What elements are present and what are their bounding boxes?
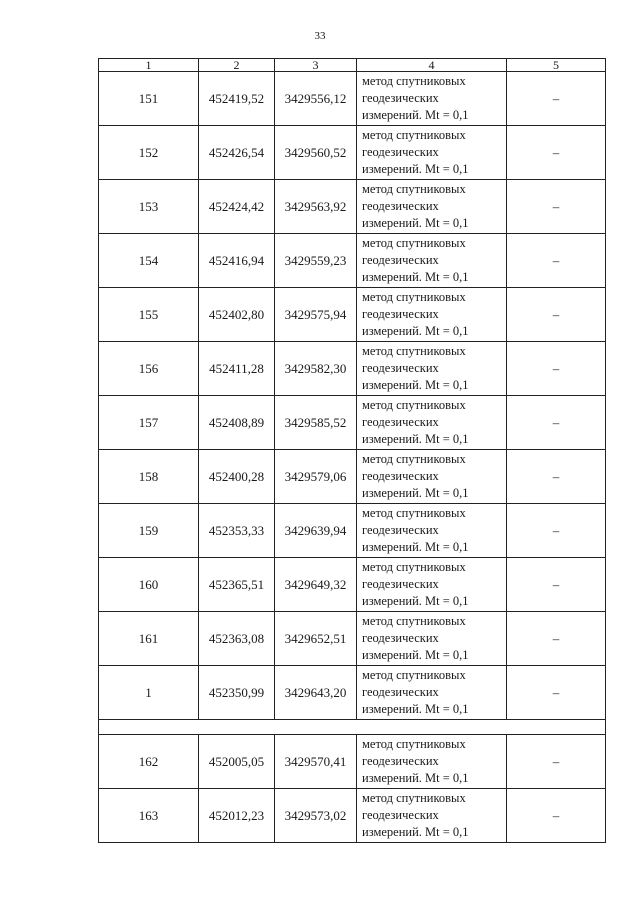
y-coordinate-cell: 3429643,20 xyxy=(275,666,357,720)
column-5-cell: – xyxy=(507,72,606,126)
table-row xyxy=(99,72,606,126)
x-coordinate-cell: 452400,28 xyxy=(199,450,275,504)
column-5-cell: – xyxy=(507,735,606,789)
y-coordinate-cell: 3429575,94 xyxy=(275,288,357,342)
table-row xyxy=(99,666,606,720)
y-coordinate-cell: 3429639,94 xyxy=(275,504,357,558)
method-cell xyxy=(357,735,507,789)
method-cell xyxy=(357,72,507,126)
method-cell xyxy=(357,789,507,843)
method-text-line: измерений. Mt = 0,1 xyxy=(362,162,469,176)
method-text-line: измерений. Mt = 0,1 xyxy=(362,216,469,230)
table-row xyxy=(99,789,606,843)
method-text-line: геодезических xyxy=(362,253,439,267)
table-row xyxy=(99,735,606,789)
method-text-line: измерений. Mt = 0,1 xyxy=(362,432,469,446)
table-header-row xyxy=(99,59,606,72)
point-number-cell: 156 xyxy=(99,342,199,396)
group-separator-row xyxy=(99,720,606,735)
method-text-line: измерений. Mt = 0,1 xyxy=(362,378,469,392)
column-5-cell: – xyxy=(507,504,606,558)
method-text-line: геодезических xyxy=(362,361,439,375)
point-number-cell: 157 xyxy=(99,396,199,450)
point-number-cell: 154 xyxy=(99,234,199,288)
method-text-line: метод спутниковых xyxy=(362,398,466,412)
y-coordinate-cell: 3429563,92 xyxy=(275,180,357,234)
y-coordinate-cell: 3429652,51 xyxy=(275,612,357,666)
method-text-line: метод спутниковых xyxy=(362,614,466,628)
method-cell xyxy=(357,234,507,288)
y-coordinate-cell: 3429570,41 xyxy=(275,735,357,789)
column-header-5: 5 xyxy=(507,59,606,72)
table-row xyxy=(99,558,606,612)
method-text-line: метод спутниковых xyxy=(362,128,466,142)
method-text-line: геодезических xyxy=(362,577,439,591)
y-coordinate-cell: 3429560,52 xyxy=(275,126,357,180)
method-cell xyxy=(357,126,507,180)
method-cell xyxy=(357,342,507,396)
x-coordinate-cell: 452408,89 xyxy=(199,396,275,450)
method-cell xyxy=(357,180,507,234)
column-5-cell: – xyxy=(507,612,606,666)
method-text-line: метод спутниковых xyxy=(362,344,466,358)
method-cell xyxy=(357,612,507,666)
table-row xyxy=(99,342,606,396)
x-coordinate-cell: 452365,51 xyxy=(199,558,275,612)
method-text-line: измерений. Mt = 0,1 xyxy=(362,108,469,122)
y-coordinate-cell: 3429573,02 xyxy=(275,789,357,843)
column-5-cell: – xyxy=(507,396,606,450)
method-cell xyxy=(357,288,507,342)
method-cell xyxy=(357,666,507,720)
method-text-line: измерений. Mt = 0,1 xyxy=(362,324,469,338)
column-5-cell: – xyxy=(507,180,606,234)
method-text-line: геодезических xyxy=(362,145,439,159)
table-row xyxy=(99,450,606,504)
point-number-cell: 153 xyxy=(99,180,199,234)
group-separator-cell xyxy=(99,720,606,735)
coordinates-table xyxy=(98,58,606,843)
point-number-cell: 162 xyxy=(99,735,199,789)
column-header-2: 2 xyxy=(199,59,275,72)
method-cell xyxy=(357,396,507,450)
x-coordinate-cell: 452363,08 xyxy=(199,612,275,666)
x-coordinate-cell: 452005,05 xyxy=(199,735,275,789)
page-number: 33 xyxy=(314,30,326,42)
point-number-cell: 155 xyxy=(99,288,199,342)
y-coordinate-cell: 3429649,32 xyxy=(275,558,357,612)
method-text-line: геодезических xyxy=(362,754,439,768)
method-text-line: измерений. Mt = 0,1 xyxy=(362,771,469,785)
table-row xyxy=(99,612,606,666)
y-coordinate-cell: 3429556,12 xyxy=(275,72,357,126)
x-coordinate-cell: 452350,99 xyxy=(199,666,275,720)
x-coordinate-cell: 452426,54 xyxy=(199,126,275,180)
column-5-cell: – xyxy=(507,234,606,288)
method-text-line: метод спутниковых xyxy=(362,290,466,304)
method-text-line: метод спутниковых xyxy=(362,737,466,751)
column-5-cell: – xyxy=(507,126,606,180)
table-row xyxy=(99,396,606,450)
method-text-line: метод спутниковых xyxy=(362,560,466,574)
y-coordinate-cell: 3429582,30 xyxy=(275,342,357,396)
x-coordinate-cell: 452411,28 xyxy=(199,342,275,396)
y-coordinate-cell: 3429559,23 xyxy=(275,234,357,288)
method-text-line: геодезических xyxy=(362,199,439,213)
method-text-line: геодезических xyxy=(362,415,439,429)
table-row xyxy=(99,234,606,288)
method-text-line: геодезических xyxy=(362,91,439,105)
method-text-line: метод спутниковых xyxy=(362,506,466,520)
table-row xyxy=(99,504,606,558)
y-coordinate-cell: 3429585,52 xyxy=(275,396,357,450)
column-5-cell: – xyxy=(507,666,606,720)
column-header-3: 3 xyxy=(275,59,357,72)
method-text-line: геодезических xyxy=(362,685,439,699)
x-coordinate-cell: 452419,52 xyxy=(199,72,275,126)
column-header-1: 1 xyxy=(99,59,199,72)
method-text-line: геодезических xyxy=(362,631,439,645)
y-coordinate-cell: 3429579,06 xyxy=(275,450,357,504)
table-row xyxy=(99,126,606,180)
point-number-cell: 158 xyxy=(99,450,199,504)
table-row xyxy=(99,288,606,342)
x-coordinate-cell: 452424,42 xyxy=(199,180,275,234)
method-cell xyxy=(357,450,507,504)
point-number-cell: 159 xyxy=(99,504,199,558)
x-coordinate-cell: 452012,23 xyxy=(199,789,275,843)
method-text-line: геодезических xyxy=(362,469,439,483)
point-number-cell: 1 xyxy=(99,666,199,720)
method-text-line: метод спутниковых xyxy=(362,668,466,682)
method-text-line: метод спутниковых xyxy=(362,236,466,250)
column-5-cell: – xyxy=(507,558,606,612)
coordinates-table-body xyxy=(99,59,606,843)
method-text-line: измерений. Mt = 0,1 xyxy=(362,648,469,662)
method-text-line: метод спутниковых xyxy=(362,452,466,466)
point-number-cell: 161 xyxy=(99,612,199,666)
column-5-cell: – xyxy=(507,450,606,504)
method-cell xyxy=(357,558,507,612)
method-text-line: измерений. Mt = 0,1 xyxy=(362,540,469,554)
column-5-cell: – xyxy=(507,342,606,396)
method-cell xyxy=(357,504,507,558)
method-text-line: измерений. Mt = 0,1 xyxy=(362,486,469,500)
method-text-line: геодезических xyxy=(362,523,439,537)
method-text-line: геодезических xyxy=(362,808,439,822)
point-number-cell: 152 xyxy=(99,126,199,180)
point-number-cell: 151 xyxy=(99,72,199,126)
method-text-line: метод спутниковых xyxy=(362,182,466,196)
x-coordinate-cell: 452402,80 xyxy=(199,288,275,342)
x-coordinate-cell: 452353,33 xyxy=(199,504,275,558)
method-text-line: метод спутниковых xyxy=(362,74,466,88)
method-text-line: геодезических xyxy=(362,307,439,321)
point-number-cell: 163 xyxy=(99,789,199,843)
point-number-cell: 160 xyxy=(99,558,199,612)
x-coordinate-cell: 452416,94 xyxy=(199,234,275,288)
column-5-cell: – xyxy=(507,288,606,342)
table-row xyxy=(99,180,606,234)
method-text-line: измерений. Mt = 0,1 xyxy=(362,594,469,608)
column-header-4: 4 xyxy=(357,59,507,72)
column-5-cell: – xyxy=(507,789,606,843)
method-text-line: метод спутниковых xyxy=(362,791,466,805)
method-text-line: измерений. Mt = 0,1 xyxy=(362,702,469,716)
method-text-line: измерений. Mt = 0,1 xyxy=(362,825,469,839)
method-text-line: измерений. Mt = 0,1 xyxy=(362,270,469,284)
